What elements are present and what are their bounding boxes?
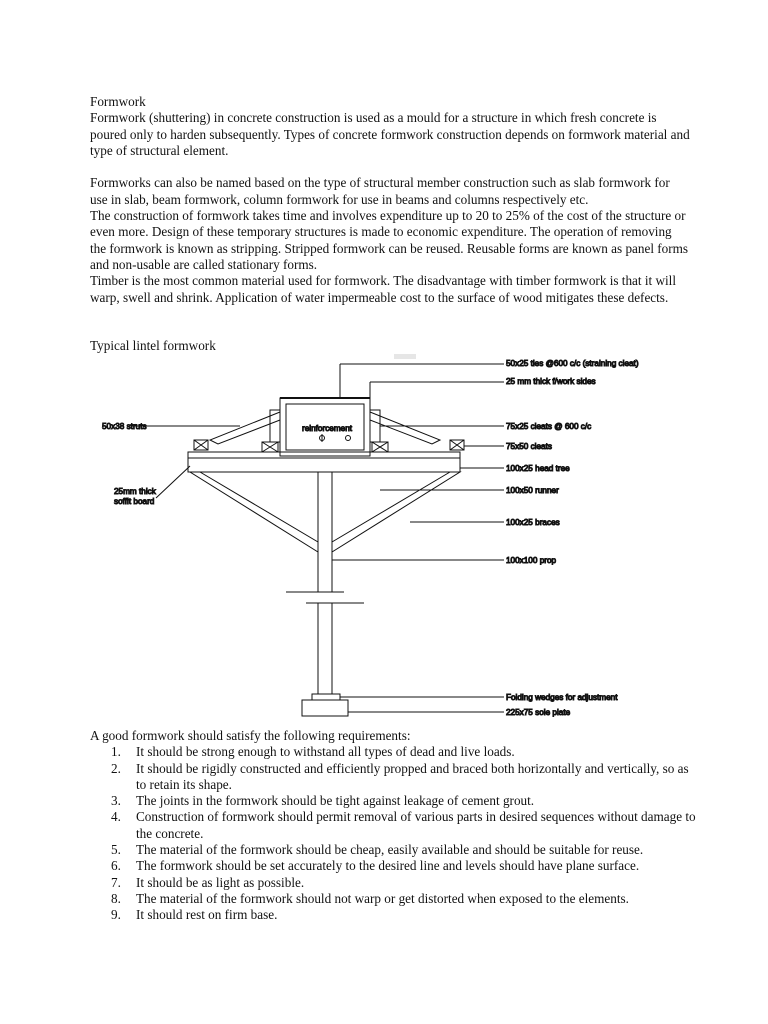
cleat-left-upper	[270, 410, 280, 442]
label-sole-plate: 225x75 sole plate	[506, 708, 571, 717]
list-text: It should be rigidly constructed and efficiently propped and braced both horizontally and vertically, so as to retain its shape.	[136, 760, 689, 792]
list-item	[90, 842, 700, 858]
list-item	[90, 793, 700, 809]
document-body-top	[90, 94, 690, 306]
paragraph-member-types: Formworks can also be named based on the type of structural member construction such as slab formwork for use in slab, beam formwork, column formwork for use in beams and columns respectively etc.	[90, 175, 670, 207]
label-cleats-600: 75x25 cleats @ 600 c/c	[506, 422, 592, 431]
head-tree	[188, 452, 460, 472]
list-text: The material of the formwork should be cheap, easily available and should be suitable for reuse.	[136, 842, 644, 858]
list-number: 8.	[111, 890, 121, 906]
label-sides: 25 mm thick f/work sides	[506, 377, 596, 386]
label-prop: 100x100 prop	[506, 556, 557, 565]
label-reinforcement: reinforcement	[302, 424, 353, 433]
list-text: It should rest on firm base.	[136, 907, 278, 923]
list-item	[90, 875, 700, 891]
list-item	[90, 907, 700, 923]
folding-wedges	[312, 694, 340, 700]
list-number: 3.	[111, 793, 121, 809]
list-text: The formwork should be set accurately to the desired line and levels should have plane surface.	[136, 858, 640, 874]
list-text: It should be as light as possible.	[136, 874, 305, 890]
list-item	[90, 761, 700, 794]
label-braces: 100x25 braces	[506, 518, 560, 527]
list-number: 1.	[111, 744, 121, 760]
requirements-list	[90, 744, 700, 923]
lintel-formwork-diagram	[90, 352, 690, 724]
intro-paragraph: Formwork (shuttering) in concrete construction is used as a mould for a structure in which fresh concrete is poured only to harden subsequently. Types of concrete formwork construction depends on formwork material and type of structural element.	[90, 110, 690, 158]
label-cleats: 75x50 cleats	[506, 442, 552, 451]
label-struts: 50x38 struts	[102, 422, 147, 431]
document-title: Formwork	[90, 94, 146, 109]
list-text: The joints in the formwork should be tight against leakage of cement grout.	[136, 793, 535, 809]
paragraph-timber: Timber is the most common material used for formwork. The disadvantage with timber formwork is that it will warp, swell and shrink. Application of water impermeable cost to the surface of wood mitigates these defects.	[90, 273, 677, 305]
faint-mark	[394, 354, 416, 359]
figure-caption: Typical lintel formwork	[90, 338, 216, 353]
list-item	[90, 744, 700, 760]
blank-line	[90, 159, 690, 175]
label-soffit-1: 25mm thick	[114, 487, 156, 496]
rebar-dot	[346, 436, 351, 441]
list-number: 6.	[111, 858, 121, 874]
list-text: Construction of formwork should permit removal of various parts in desired sequences without damage to the concrete.	[136, 809, 696, 841]
list-number: 4.	[111, 809, 121, 825]
sole-plate	[302, 700, 348, 716]
list-item	[90, 809, 700, 842]
label-runner: 100x50 runner	[506, 486, 559, 495]
list-number: 2.	[111, 760, 121, 776]
list-number: 9.	[111, 907, 121, 923]
label-ties: 50x25 ties @600 c/c (straining cleat)	[506, 359, 639, 368]
requirements-section	[90, 728, 700, 924]
list-number: 5.	[111, 842, 121, 858]
list-item	[90, 891, 700, 907]
brace-right	[332, 472, 460, 552]
paragraph-cost-stripping: The construction of formwork takes time and involves expenditure up to 20 to 25% of the cost of the structure or even more. Design of these temporary structures is made to economic expenditure. The operation of removing the formwork is known as stripping. Stripped formwork can be reused. Reusable forms are known as panel forms and non-usable are called stationary forms.	[90, 208, 689, 272]
list-text: The material of the formwork should not warp or get distorted when exposed to the elements.	[136, 890, 629, 906]
list-text: It should be strong enough to withstand all types of dead and live loads.	[136, 744, 515, 760]
list-number: 7.	[111, 874, 121, 890]
requirements-intro: A good formwork should satisfy the following requirements:	[90, 728, 411, 743]
cleat-right-upper	[370, 410, 380, 442]
label-head-tree: 100x25 head tree	[506, 464, 570, 473]
list-item	[90, 858, 700, 874]
label-soffit-2: soffit board	[114, 497, 155, 506]
label-wedges: Folding wedges for adjustment	[506, 693, 618, 702]
brace-left	[190, 472, 318, 552]
